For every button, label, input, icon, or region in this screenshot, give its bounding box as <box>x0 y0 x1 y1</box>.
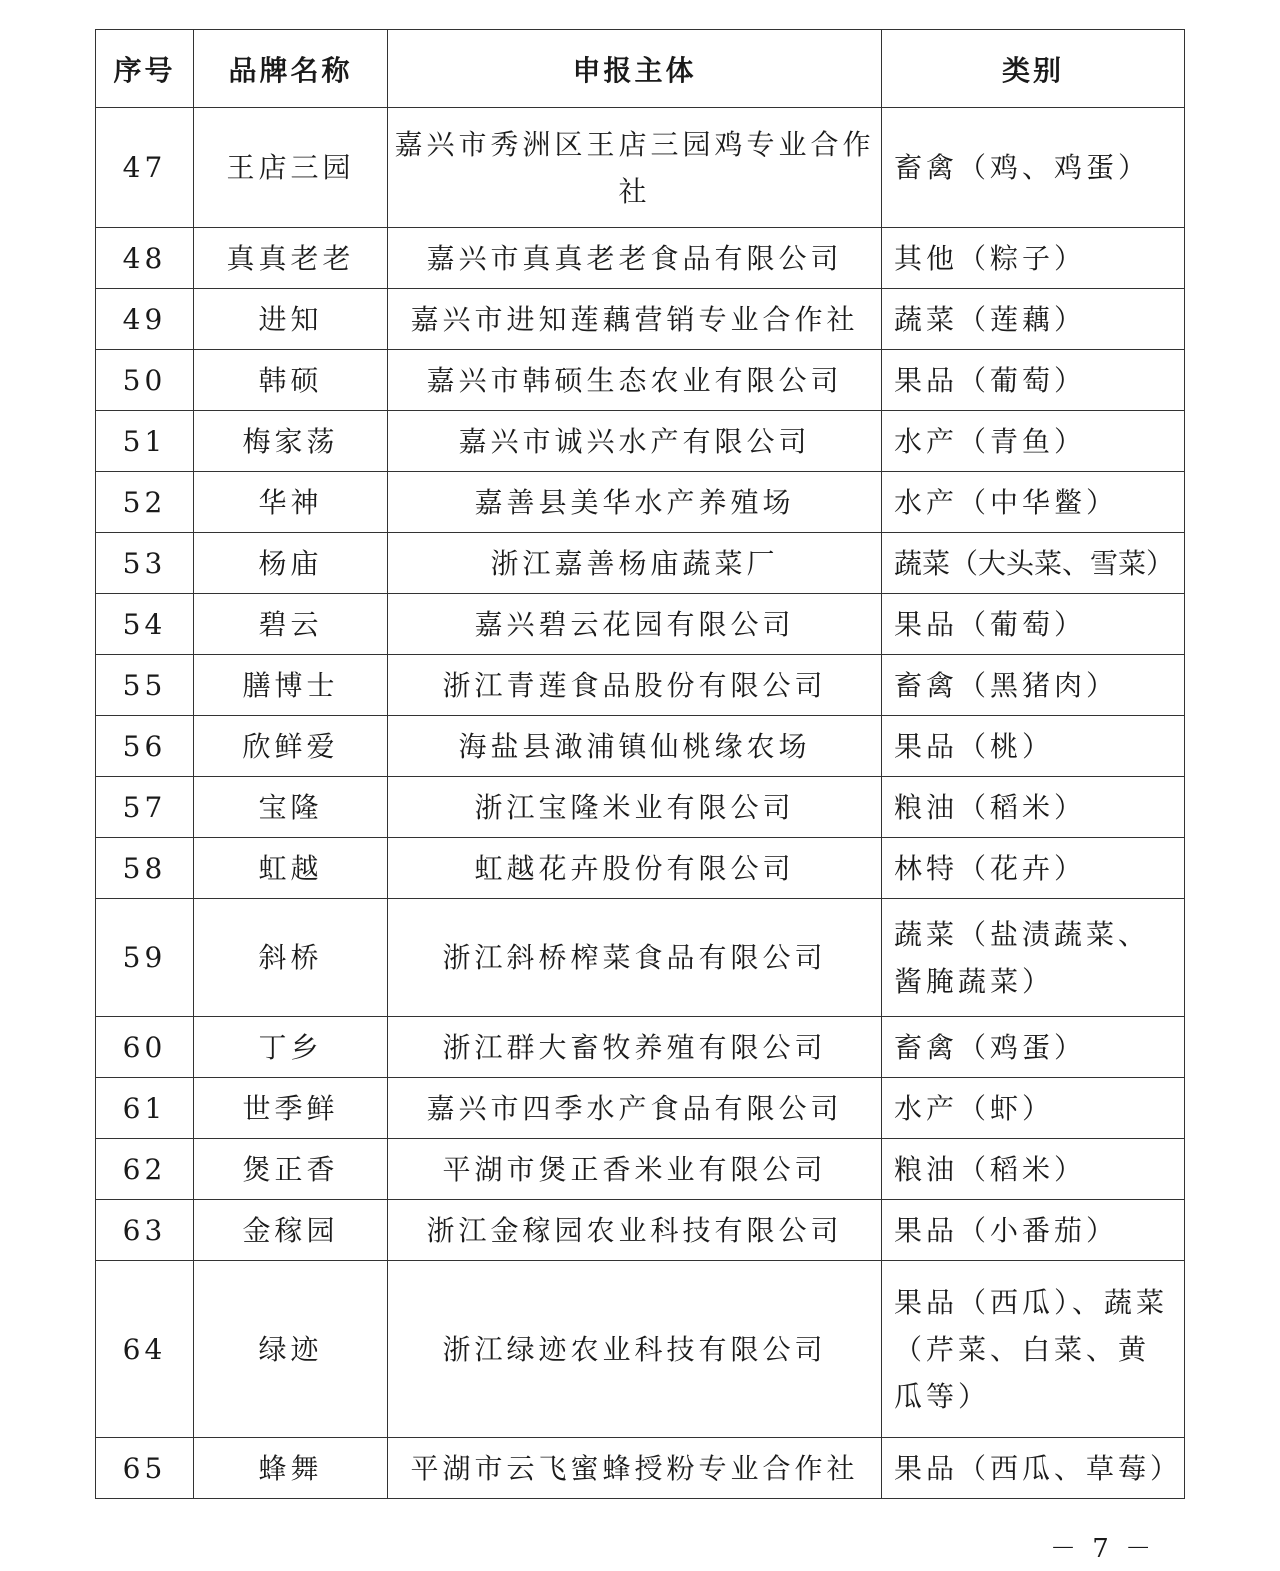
cell-brand: 煲正香 <box>194 1139 388 1200</box>
table-row <box>96 350 1185 411</box>
cell-no: 52 <box>96 472 194 533</box>
cell-no: 54 <box>96 594 194 655</box>
cell-entity: 浙江金稼园农业科技有限公司 <box>388 1200 882 1261</box>
cell-category: 果品（西瓜）、蔬菜（芹菜、白菜、黄瓜等） <box>882 1261 1185 1438</box>
header-brand: 品牌名称 <box>194 30 388 108</box>
cell-brand: 杨庙 <box>194 533 388 594</box>
cell-category: 其他（粽子） <box>882 228 1185 289</box>
table-row <box>96 594 1185 655</box>
cell-entity: 嘉善县美华水产养殖场 <box>388 472 882 533</box>
table-row <box>96 899 1185 1017</box>
cell-no: 48 <box>96 228 194 289</box>
cell-brand: 真真老老 <box>194 228 388 289</box>
cell-category: 蔬菜（莲藕） <box>882 289 1185 350</box>
cell-no: 59 <box>96 899 194 1017</box>
cell-category: 水产（青鱼） <box>882 411 1185 472</box>
cell-category: 果品（西瓜、草莓） <box>882 1438 1185 1499</box>
cell-brand: 金稼园 <box>194 1200 388 1261</box>
cell-category: 蔬菜（盐渍蔬菜、酱腌蔬菜） <box>882 899 1185 1017</box>
cell-no: 64 <box>96 1261 194 1438</box>
cell-entity: 嘉兴市真真老老食品有限公司 <box>388 228 882 289</box>
table-row <box>96 716 1185 777</box>
cell-no: 53 <box>96 533 194 594</box>
cell-entity: 嘉兴市韩硕生态农业有限公司 <box>388 350 882 411</box>
cell-no: 47 <box>96 108 194 228</box>
cell-brand: 宝隆 <box>194 777 388 838</box>
cell-entity: 浙江斜桥榨菜食品有限公司 <box>388 899 882 1017</box>
table-row <box>96 472 1185 533</box>
cell-category: 果品（葡萄） <box>882 594 1185 655</box>
table-row <box>96 1078 1185 1139</box>
cell-entity: 浙江青莲食品股份有限公司 <box>388 655 882 716</box>
cell-brand: 膳博士 <box>194 655 388 716</box>
cell-entity: 嘉兴市四季水产食品有限公司 <box>388 1078 882 1139</box>
cell-no: 63 <box>96 1200 194 1261</box>
cell-brand: 绿迹 <box>194 1261 388 1438</box>
table-row <box>96 1017 1185 1078</box>
cell-no: 60 <box>96 1017 194 1078</box>
cell-brand: 进知 <box>194 289 388 350</box>
cell-category: 畜禽（黑猪肉） <box>882 655 1185 716</box>
table-row <box>96 1139 1185 1200</box>
cell-entity: 浙江宝隆米业有限公司 <box>388 777 882 838</box>
cell-category: 粮油（稻米） <box>882 777 1185 838</box>
cell-no: 55 <box>96 655 194 716</box>
cell-brand: 梅家荡 <box>194 411 388 472</box>
brand-table <box>95 29 1185 1499</box>
table-row <box>96 533 1185 594</box>
cell-brand: 丁乡 <box>194 1017 388 1078</box>
cell-category: 粮油（稻米） <box>882 1139 1185 1200</box>
page-number: － 7 － <box>1050 1534 1156 1564</box>
cell-brand: 欣鲜爱 <box>194 716 388 777</box>
cell-category: 林特（花卉） <box>882 838 1185 899</box>
table-row <box>96 655 1185 716</box>
cell-brand: 华神 <box>194 472 388 533</box>
cell-entity: 浙江群大畜牧养殖有限公司 <box>388 1017 882 1078</box>
cell-entity: 海盐县澉浦镇仙桃缘农场 <box>388 716 882 777</box>
cell-category: 畜禽（鸡、鸡蛋） <box>882 108 1185 228</box>
table-row <box>96 838 1185 899</box>
cell-category: 果品（桃） <box>882 716 1185 777</box>
table-row <box>96 228 1185 289</box>
cell-no: 50 <box>96 350 194 411</box>
cell-entity: 平湖市云飞蜜蜂授粉专业合作社 <box>388 1438 882 1499</box>
cell-no: 58 <box>96 838 194 899</box>
table-header-row <box>96 30 1185 108</box>
table-row <box>96 108 1185 228</box>
table-row <box>96 1438 1185 1499</box>
cell-no: 65 <box>96 1438 194 1499</box>
cell-brand: 蜂舞 <box>194 1438 388 1499</box>
table-row <box>96 411 1185 472</box>
cell-category: 果品（葡萄） <box>882 350 1185 411</box>
cell-brand: 虹越 <box>194 838 388 899</box>
cell-entity: 浙江嘉善杨庙蔬菜厂 <box>388 533 882 594</box>
table-row <box>96 1261 1185 1438</box>
cell-entity: 嘉兴市秀洲区王店三园鸡专业合作社 <box>388 108 882 228</box>
cell-entity: 嘉兴市诚兴水产有限公司 <box>388 411 882 472</box>
cell-category: 水产（中华鳖） <box>882 472 1185 533</box>
cell-category: 果品（小番茄） <box>882 1200 1185 1261</box>
cell-no: 56 <box>96 716 194 777</box>
cell-category: 水产（虾） <box>882 1078 1185 1139</box>
cell-entity: 嘉兴市进知莲藕营销专业合作社 <box>388 289 882 350</box>
table-row <box>96 1200 1185 1261</box>
cell-brand: 世季鲜 <box>194 1078 388 1139</box>
cell-entity: 平湖市煲正香米业有限公司 <box>388 1139 882 1200</box>
cell-brand: 碧云 <box>194 594 388 655</box>
cell-brand: 韩硕 <box>194 350 388 411</box>
cell-entity: 嘉兴碧云花园有限公司 <box>388 594 882 655</box>
cell-entity: 浙江绿迹农业科技有限公司 <box>388 1261 882 1438</box>
header-entity: 申报主体 <box>388 30 882 108</box>
cell-no: 51 <box>96 411 194 472</box>
cell-no: 62 <box>96 1139 194 1200</box>
header-no: 序号 <box>96 30 194 108</box>
cell-no: 49 <box>96 289 194 350</box>
cell-no: 61 <box>96 1078 194 1139</box>
cell-category: 畜禽（鸡蛋） <box>882 1017 1185 1078</box>
header-category: 类别 <box>882 30 1185 108</box>
cell-category: 蔬菜（大头菜、雪菜） <box>882 533 1185 594</box>
cell-brand: 斜桥 <box>194 899 388 1017</box>
cell-entity: 虹越花卉股份有限公司 <box>388 838 882 899</box>
cell-brand: 王店三园 <box>194 108 388 228</box>
cell-no: 57 <box>96 777 194 838</box>
table-row <box>96 777 1185 838</box>
table-row <box>96 289 1185 350</box>
